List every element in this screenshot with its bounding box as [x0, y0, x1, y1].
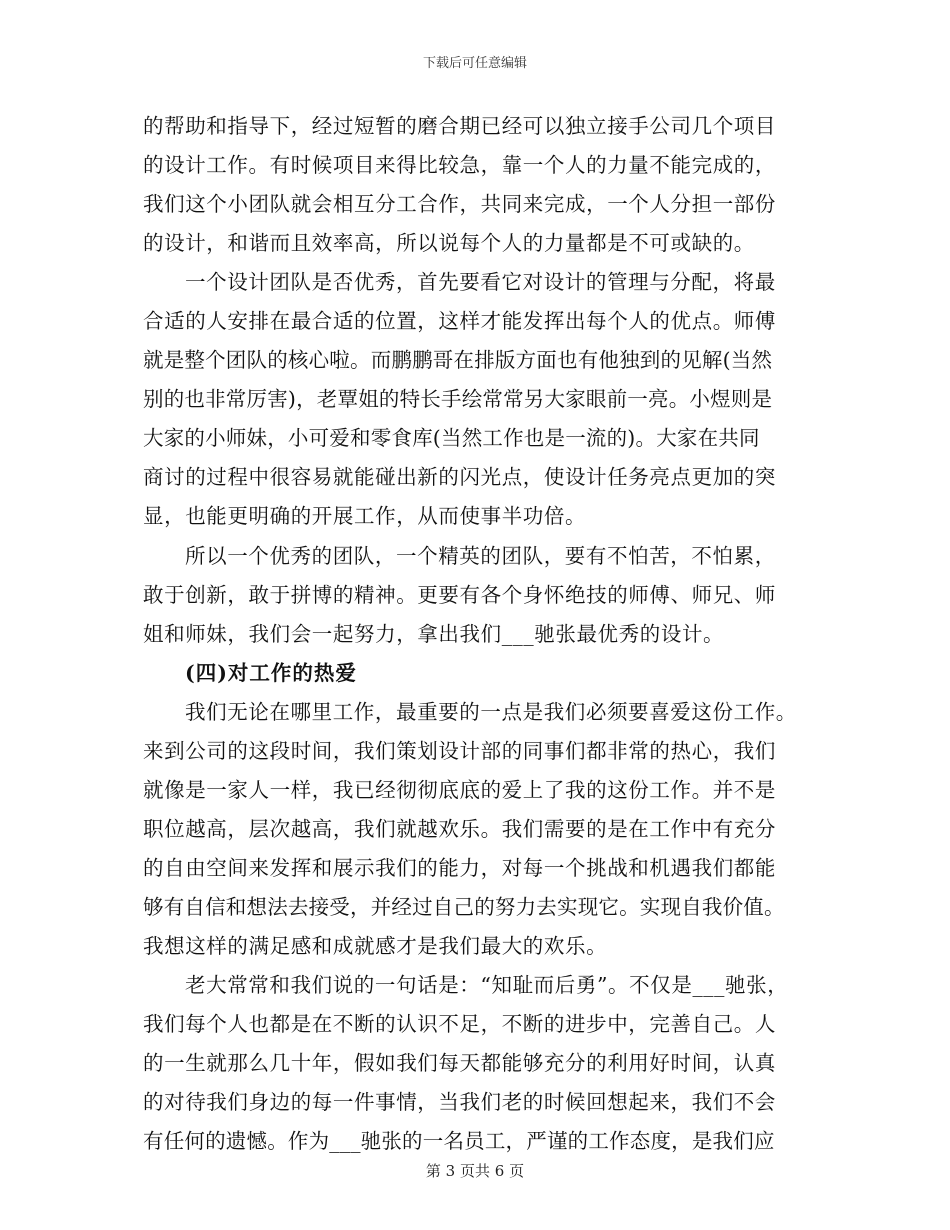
- text-line: 有任何的遗憾。作为___驰张的一名员工，严谨的工作态度，是我们应: [143, 1129, 775, 1154]
- text-line: 一个设计团队是否优秀，首先要看它对设计的管理与分配，将最: [185, 270, 776, 295]
- text-line: 我们无论在哪里工作，最重要的一点是我们必须要喜爱这份工作。: [185, 699, 797, 724]
- text-line: 就是整个团队的核心啦。而鹏鹏哥在排版方面也有他独到的见解(当然: [143, 348, 773, 373]
- text-line: 合适的人安排在最合适的位置，这样才能发挥出每个人的优点。师傅: [143, 309, 776, 334]
- text-line: 我想这样的满足感和成就感才是我们最大的欢乐。: [143, 933, 608, 958]
- text-line: 别的也非常厉害)，老覃姐的特长手绘常常另大家眼前一亮。小煜则是: [143, 387, 773, 412]
- text-line: 姐和师妹，我们会一起努力，拿出我们___驰张最优秀的设计。: [143, 621, 725, 646]
- text-line: 商讨的过程中很容易就能碰出新的闪光点，使设计任务亮点更加的突: [143, 465, 776, 490]
- text-line: 来到公司的这段时间，我们策划设计部的同事们都非常的热心，我们: [143, 738, 776, 763]
- text-line: 老大常常和我们说的一句话是：“知耻而后勇”。不仅是___驰张，: [185, 973, 789, 998]
- text-line: 所以一个优秀的团队，一个精英的团队，要有不怕苦，不怕累，: [185, 543, 776, 568]
- text-line: 的帮助和指导下，经过短暂的磨合期已经可以独立接手公司几个项目: [143, 114, 776, 138]
- text-line: 的设计工作。有时候项目来得比较急，靠一个人的力量不能完成的，: [143, 153, 776, 178]
- text-line: 的一生就那么几十年，假如我们每天都能够充分的利用好时间，认真: [143, 1051, 776, 1076]
- text-line: 够有自信和想法去接受，并经过自己的努力去实现它。实现自我价值。: [143, 894, 785, 919]
- text-line: 大家的小师妹，小可爱和零食库(当然工作也是一流的)。大家在共同: [143, 426, 760, 451]
- page-header: 下载后可任意编辑: [422, 56, 527, 71]
- section-heading: (四)对工作的热爱: [185, 660, 357, 685]
- text-line: 就像是一家人一样，我已经彻彻底底的爱上了我的这份工作。并不是: [143, 777, 776, 802]
- text-line: 我们每个人也都是在不断的认识不足，不断的进步中，完善自己。人: [143, 1012, 776, 1037]
- text-line: 我们这个小团队就会相互分工合作，共同来完成，一个人分担一部份: [143, 192, 776, 217]
- text-line: 的自由空间来发挥和展示我们的能力，对每一个挑战和机遇我们都能: [143, 855, 776, 880]
- document-body: [143, 107, 805, 1161]
- text-line: 的对待我们身边的每一件事情，当我们老的时候回想起来，我们不会: [143, 1090, 776, 1115]
- text-line: 的设计，和谐而且效率高，所以说每个人的力量都是不可或缺的。: [143, 231, 755, 256]
- text-line: 职位越高，层次越高，我们就越欢乐。我们需要的是在工作中有充分: [143, 816, 776, 841]
- text-line: 显，也能更明确的开展工作，从而使事半功倍。: [143, 504, 587, 529]
- page-footer: 第 3 页共 6 页: [425, 1162, 525, 1180]
- text-line: 敢于创新，敢于拼博的精神。更要有各个身怀绝技的师傅、师兄、师: [143, 582, 776, 607]
